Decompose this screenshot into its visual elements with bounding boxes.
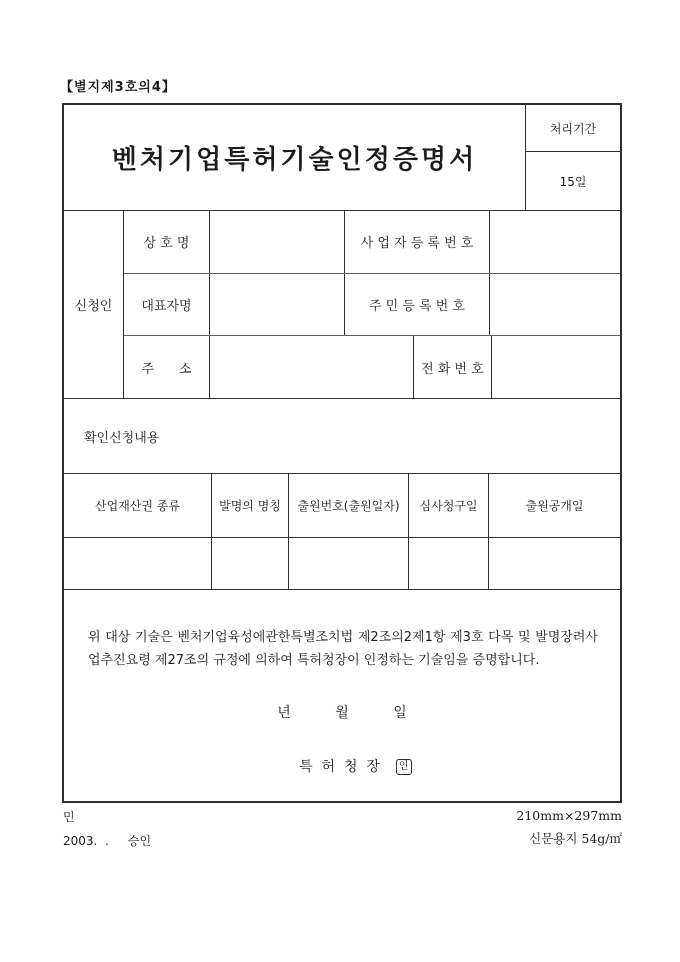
certificate-form bbox=[62, 103, 622, 803]
exam-request-date-cell bbox=[409, 538, 489, 589]
applicant-row-representative bbox=[124, 274, 620, 337]
title-section bbox=[64, 105, 620, 210]
address-value bbox=[210, 336, 414, 398]
ip-type-cell bbox=[64, 538, 212, 589]
phone-number-value bbox=[492, 336, 620, 398]
invention-name-header: 발명의 명칭 bbox=[212, 474, 289, 537]
ip-table-header-row bbox=[64, 474, 620, 538]
form-reference-label: 【별지제3호의4】 bbox=[60, 80, 176, 95]
application-number-cell bbox=[289, 538, 409, 589]
confirm-request-label: 확인신청내용 bbox=[84, 430, 160, 446]
ip-type-header: 산업재산권 종류 bbox=[64, 474, 212, 537]
invention-name-cell bbox=[212, 538, 289, 589]
applicant-row-address bbox=[124, 336, 620, 398]
publication-date-cell bbox=[489, 538, 620, 589]
issuer-line bbox=[64, 740, 620, 792]
business-reg-number-label: 사 업 자 등 록 번 호 bbox=[345, 211, 490, 273]
date-line: 년 월 일 bbox=[277, 705, 407, 721]
seal-mark: 인 bbox=[396, 759, 412, 775]
statement-section bbox=[64, 589, 620, 801]
ip-table-section bbox=[64, 473, 620, 589]
business-reg-number-value bbox=[490, 211, 620, 273]
certificate-title: 벤처기업특허기술인정증명서 bbox=[111, 145, 478, 175]
company-name-label: 상 호 명 bbox=[124, 211, 210, 273]
representative-name-label: 대표자명 bbox=[124, 274, 210, 336]
footer-left-line1: 민 bbox=[63, 810, 75, 824]
footer-right-notes bbox=[516, 808, 622, 853]
applicant-section bbox=[64, 210, 620, 398]
address-label: 주 소 bbox=[124, 336, 210, 398]
representative-name-value bbox=[210, 274, 345, 336]
paper-size-note: 210mm×297mm bbox=[516, 808, 622, 823]
publication-date-header: 출원공개일 bbox=[525, 499, 584, 513]
applicant-section-label: 신청인 bbox=[64, 211, 124, 398]
company-name-value bbox=[210, 211, 345, 273]
application-number-header: 출원번호(출원일자) bbox=[289, 474, 409, 537]
confirm-request-section bbox=[64, 398, 620, 473]
processing-period-label: 처리기간 bbox=[526, 105, 620, 152]
processing-period-value: 15일 bbox=[559, 174, 587, 189]
applicant-row-company bbox=[124, 211, 620, 274]
certificate-statement: 위 대상 기술은 벤처기업육성에관한특별조치법 제2조의2제1항 제3호 다목 및 발명장려사업추진요령 제27조의 규정에 의하여 특허청장이 인정하는 기술임을 증명합니다. bbox=[88, 630, 598, 669]
exam-request-date-header: 심사청구일 bbox=[409, 474, 489, 537]
processing-period-column bbox=[525, 105, 620, 210]
applicant-rows bbox=[124, 211, 620, 398]
title-cell bbox=[64, 105, 525, 210]
ip-table-empty-row bbox=[64, 538, 620, 589]
issuer-title: 특 허 청 장 bbox=[299, 759, 380, 775]
footer-approval-line: 2003. . 승인 bbox=[63, 834, 152, 848]
resident-reg-number-value bbox=[490, 274, 620, 336]
resident-reg-number-label: 주 민 등 록 번 호 bbox=[345, 274, 490, 336]
phone-number-label: 전 화 번 호 bbox=[414, 336, 492, 398]
paper-type-note: 신문용지 54g/㎡ bbox=[529, 831, 622, 846]
footer-left-notes bbox=[63, 808, 151, 856]
